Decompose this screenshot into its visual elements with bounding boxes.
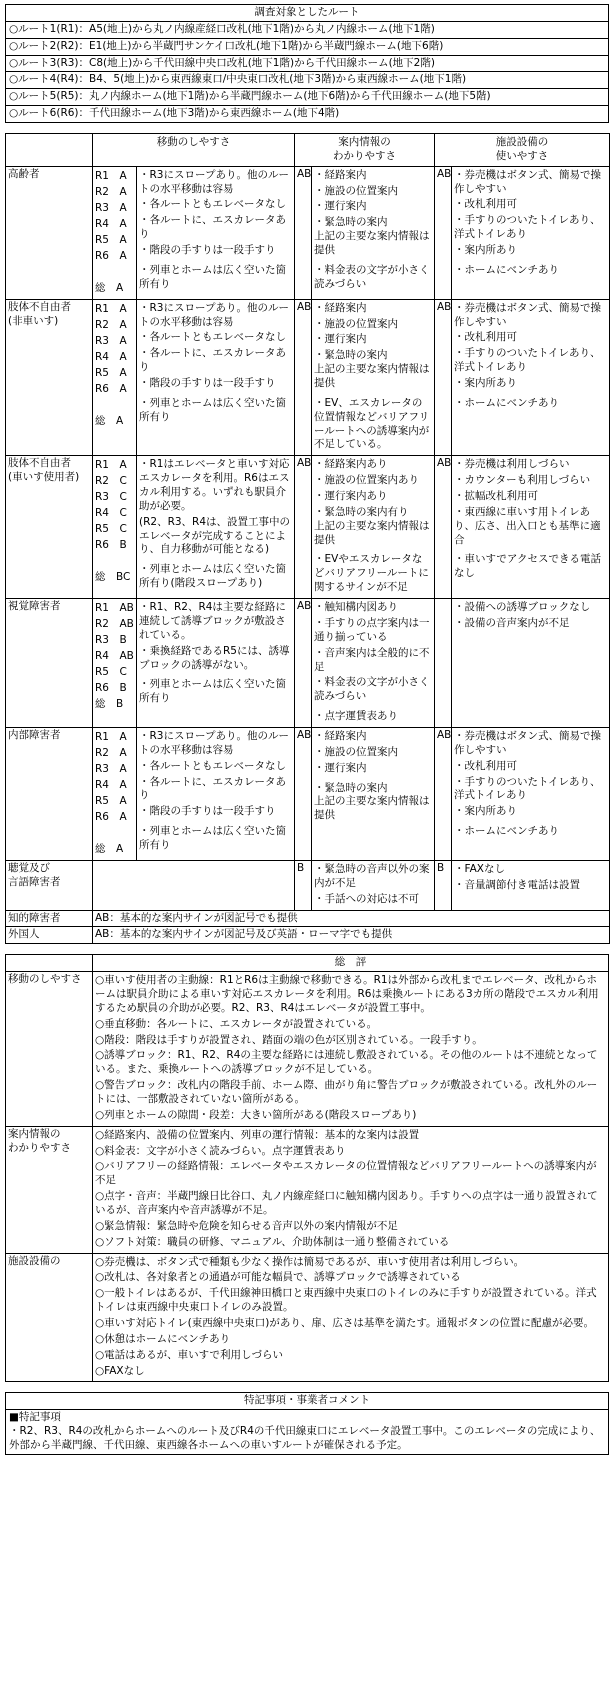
evaluation-item: ・EVやエスカレータなどバリアフリールートに関するサインが不足 xyxy=(314,553,429,594)
evaluation-item: ・改札利用可 xyxy=(454,331,517,344)
evaluation-item: ・設備の音声案内が不足 xyxy=(454,616,570,629)
evaluation-item: ・各ルートに、エスカレータあり xyxy=(139,214,286,241)
hearing-facility-grade: B xyxy=(435,860,452,910)
summary-category: 案内情報の わかりやすさ xyxy=(6,1126,93,1253)
evaluation-item: ・改札利用可 xyxy=(454,759,517,772)
evaluation-item: ・運行案内 xyxy=(314,200,367,213)
evaluation-item: ・R3にスロープあり。他のルートの水平移動は容易 xyxy=(139,301,289,328)
summary-category: 施設設備の xyxy=(6,1253,93,1382)
evaluation-item: ・列車とホームは広く空いた箇所有り xyxy=(139,678,286,705)
evaluation-row xyxy=(6,299,610,456)
evaluation-item: ・ホームにベンチあり xyxy=(454,396,559,409)
evaluation-row xyxy=(6,166,610,299)
evaluation-table xyxy=(5,133,610,944)
route-grade: R5 A xyxy=(95,794,127,807)
route-item: ○ルート5(R5)：丸ノ内線ホーム(地下1階)から半蔵門線ホーム(地下6階)から千代田線ホーム(地下5階) xyxy=(6,89,609,106)
route-grade xyxy=(95,827,134,841)
evaluation-item: ・EV、エスカレータの位置情報などバリアフリールートへの誘導案内が不足している。 xyxy=(314,396,430,451)
grade-list xyxy=(93,166,137,299)
route-grade: R3 A xyxy=(95,334,127,347)
summary-line: ○券売機は、ボタン式で種類も少なく操作は簡易であるが、車いす使用者は利用しづらい。 xyxy=(95,1255,525,1268)
evaluation-item: ・手すりのついたトイレあり、洋式トイレあり xyxy=(454,775,601,802)
route-grade: R2 A xyxy=(95,318,127,331)
evaluation-item: ・手すりのついたトイレあり、洋式トイレあり xyxy=(454,347,601,374)
summary-blank xyxy=(6,955,93,972)
route-grade: R1 A xyxy=(95,302,127,315)
summary-line: ○経路案内、設備の位置案内、列車の運行情報：基本的な案内は設置 xyxy=(95,1128,420,1141)
evaluation-item: ・拡幅改札利用可 xyxy=(454,490,538,503)
facility-grade: AB xyxy=(435,299,452,456)
summary-line: ○電話はあるが、車いすで利用しづらい xyxy=(95,1348,283,1361)
summary-line: ○階段：階段は手すりが設置され、踏面の端の色が区別されている。一段手すり。 xyxy=(95,1033,483,1046)
info-grade: AB xyxy=(295,599,312,728)
evaluation-item: ・列車とホームは広く空いた箇所有り xyxy=(139,396,286,423)
summary-row xyxy=(6,1253,609,1382)
hearing-info-grade: B xyxy=(295,860,312,910)
summary-line: ○車いす使用者の主動線：R1とR6は主動線で移動できる。R1は外部から改札までエレベータ、改札からホームは駅員介助による車いす対応エスカレータを利用。R6は乗換ルートにある3カ所の階段でエスカル利用するため駅員の介助が必要。R2、R3、R4はエレベータが設置工事中。 xyxy=(95,974,599,1014)
evaluation-item: ・経路案内あり xyxy=(314,458,388,471)
route-grade: 総 B xyxy=(95,698,124,711)
special-table xyxy=(5,1392,609,1454)
route-grade: R3 A xyxy=(95,762,127,775)
route-grade: R6 A xyxy=(95,249,127,262)
summary-line: ○警告ブロック：改札内の階段手前、ホーム際、曲がり角に警告ブロックが敷設されている。改札外のルートには、一部敷設されていない箇所がある。 xyxy=(95,1079,598,1105)
evaluation-item: ・経路案内 xyxy=(314,729,367,742)
category-label: 高齢者 xyxy=(6,166,93,299)
summary-category: 移動のしやすさ xyxy=(6,972,93,1127)
mobility-notes xyxy=(137,166,295,299)
facility-notes xyxy=(452,456,610,599)
summary-line: ○列車とホームの隙間・段差：大きい箇所がある(階段スロープあり) xyxy=(95,1108,417,1121)
evaluation-item: ・各ルートともエレベータなし xyxy=(139,759,286,772)
evaluation-item: ・列車とホームは広く空いた箇所有り xyxy=(139,825,286,851)
evaluation-item: ・各ルートともエレベータなし xyxy=(139,198,286,211)
routes-table xyxy=(5,4,609,123)
summary-line: ○垂直移動：各ルートに、エスカレータが設置されている。 xyxy=(95,1017,378,1030)
route-grade: R4 AB xyxy=(95,650,134,663)
route-grade xyxy=(95,266,134,280)
summary-line: ○料金表：文字が小さく読みづらい。点字運賃表あり xyxy=(95,1144,346,1157)
header-facility: 施設設備の 使いやすさ xyxy=(435,134,610,167)
route-grade: R3 C xyxy=(95,491,127,504)
grade-list xyxy=(93,599,137,728)
evaluation-item: ・緊急時の案内 上記の主要な案内情報は提供 xyxy=(314,781,430,822)
evaluation-item: ・R3にスロープあり。他のルートの水平移動は容易 xyxy=(139,729,289,756)
category-hearing: 聴覚及び 言語障害者 xyxy=(6,860,93,910)
evaluation-item: ・各ルートに、エスカレータあり xyxy=(139,775,286,802)
mobility-notes xyxy=(137,456,295,599)
header-info: 案内情報の わかりやすさ xyxy=(295,134,435,167)
facility-notes xyxy=(452,299,610,456)
evaluation-item: ・階段の手すりは一段手すり xyxy=(139,805,276,818)
evaluation-item: ・階段の手すりは一段手すり xyxy=(139,377,276,390)
route-grade: R1 A xyxy=(95,459,127,472)
grade-list xyxy=(93,727,137,860)
grade-list xyxy=(93,456,137,599)
route-grade: R2 A xyxy=(95,185,127,198)
category-label: 内部障害者 xyxy=(6,727,93,860)
summary-line: ○点字・音声：半蔵門線日比谷口、丸ノ内線産経口に触知構内図あり。手すりへの点字は一通り設置されているが、音声案内や音声誘導が不足。 xyxy=(95,1190,598,1216)
evaluation-item: ・点字運賃表あり xyxy=(314,710,398,723)
info-grade: AB xyxy=(295,166,312,299)
info-notes xyxy=(312,727,435,860)
evaluation-row xyxy=(6,727,610,860)
evaluation-item: ・案内所あり xyxy=(454,805,517,818)
summary-line: ○改札は、各対象者との通過が可能な幅員で、誘導ブロックで誘導されている xyxy=(95,1271,461,1284)
routes-title: 調査対象としたルート xyxy=(6,5,609,22)
summary-lines xyxy=(93,972,609,1127)
route-item: ○ルート3(R3)：C8(地上)から千代田線中央口改札(地下1階)から千代田線ホーム(地下2階) xyxy=(6,55,609,72)
evaluation-item: ・各ルートに、エスカレータあり xyxy=(139,347,286,374)
evaluation-item: ・運行案内 xyxy=(314,761,367,774)
summary-title: 総 評 xyxy=(93,955,609,972)
evaluation-item: ・触知構内図あり xyxy=(314,601,398,614)
evaluation-item: ・運行案内 xyxy=(314,333,367,346)
special-heading: ■特記事項 xyxy=(9,1411,61,1424)
info-notes xyxy=(312,456,435,599)
evaluation-item: ・設備への誘導ブロックなし xyxy=(454,601,591,614)
evaluation-item: ・音声案内は全般的に不足 xyxy=(314,646,430,673)
info-notes xyxy=(312,166,435,299)
foreigner-text: AB：基本的な案内サインが図記号及び英語・ローマ字でも提供 xyxy=(93,927,610,944)
route-grade: R4 A xyxy=(95,217,127,230)
route-grade: R6 B xyxy=(95,539,127,552)
route-grade: R6 A xyxy=(95,382,127,395)
evaluation-item: ・緊急時の案内 上記の主要な案内情報は提供 xyxy=(314,349,430,390)
route-item: ○ルート2(R2)：E1(地上)から半蔵門サンケイ口改札(地下1階)から半蔵門線ホーム(地下6階) xyxy=(6,38,609,55)
route-grade: R6 A xyxy=(95,810,127,823)
evaluation-item: ・手すりのついたトイレあり、洋式トイレあり xyxy=(454,214,601,241)
route-grade: 総 BC xyxy=(95,571,131,584)
evaluation-item: ・券売機はボタン式、簡易で操作しやすい xyxy=(454,168,601,195)
hearing-facility xyxy=(452,860,610,910)
evaluation-item: ・緊急時の案内 上記の主要な案内情報は提供 xyxy=(314,216,430,257)
evaluation-item: ・経路案内 xyxy=(314,301,367,314)
summary-line: ○緊急情報：緊急時や危険を知らせる音声以外の案内情報が不足 xyxy=(95,1219,398,1232)
evaluation-item: ・階段の手すりは一段手すり xyxy=(139,244,276,257)
route-grade: R5 A xyxy=(95,233,127,246)
facility-notes xyxy=(452,166,610,299)
header-blank xyxy=(6,134,93,167)
summary-line: ○FAXなし xyxy=(95,1364,145,1377)
evaluation-item: ・ホームにベンチあり xyxy=(454,263,559,276)
evaluation-item: ・券売機は利用しづらい xyxy=(454,458,570,471)
evaluation-item: ・東西線に車いす用トイレあり、広さ、出入口とも基準に適合 xyxy=(454,505,601,546)
facility-grade: AB xyxy=(435,727,452,860)
info-grade: AB xyxy=(295,727,312,860)
route-grade: R6 B xyxy=(95,682,127,695)
summary-line: ○一般トイレはあるが、千代田線神田橋口と東西線中央東口のトイレのみに手すりが設置されている。洋式トイレは東西線中央東口トイレのみ設置。 xyxy=(95,1287,597,1314)
route-grade: R4 A xyxy=(95,350,127,363)
evaluation-item: ・券売機はボタン式、簡易で操作しやすい xyxy=(454,729,601,756)
evaluation-item: ・経路案内 xyxy=(314,168,367,181)
evaluation-item: ・乗換経路であるR5には、誘導ブロックの誘導がない。 xyxy=(139,644,290,671)
route-item: ○ルート1(R1)：A5(地上)から丸ノ内線産経口改札(地下1階)から丸ノ内線ホーム(地下1階) xyxy=(6,21,609,38)
category-label: 肢体不自由者 (非車いす) xyxy=(6,299,93,456)
facility-grade xyxy=(435,599,452,728)
summary-line: ○バリアフリーの経路情報：エレベータやエスカレータの位置情報などバリアフリールートへの誘導案内が不足 xyxy=(95,1160,597,1187)
info-notes xyxy=(312,599,435,728)
route-grade: R3 A xyxy=(95,201,127,214)
evaluation-item: ・料金表の文字が小さく読みづらい xyxy=(314,263,430,290)
evaluation-item: ・料金表の文字が小さく読みづらい xyxy=(314,676,430,703)
summary-line: ○車いす対応トイレ(東西線中央東口)があり、扉、広さは基準を満たす。通報ボタンの位置に配慮が必要。 xyxy=(95,1317,594,1329)
route-grade: R5 C xyxy=(95,523,127,536)
hearing-mobility-empty xyxy=(93,860,295,910)
summary-lines xyxy=(93,1126,609,1253)
evaluation-item: ・緊急時の案内有り 上記の主要な案内情報は提供 xyxy=(314,505,430,546)
route-grade: 総 A xyxy=(95,281,124,294)
route-grade: R2 AB xyxy=(95,618,134,631)
header-mobility: 移動のしやすさ xyxy=(93,134,295,167)
route-grade: 総 A xyxy=(95,414,124,427)
facility-notes xyxy=(452,599,610,728)
category-intellectual: 知的障害者 xyxy=(6,910,93,927)
special-text: ・R2、R3、R4の改札からホームへのルート及びR4の千代田線東口にエレベータ設置工事中。このエレベータの完成により、外部から半蔵門線、千代田線、東西線各ホームへの車いすルートが確保される予定。 xyxy=(9,1425,601,1452)
mobility-notes xyxy=(137,727,295,860)
evaluation-item: ・手すりの点字案内は一通り揃っている xyxy=(314,616,430,643)
mobility-notes xyxy=(137,599,295,728)
hearing-info xyxy=(312,860,435,910)
summary-row xyxy=(6,1126,609,1253)
route-grade: R5 C xyxy=(95,666,127,679)
evaluation-item: ・R1はエレベータと車いす対応エスカレータを利用。R6はエスカル利用する。いずれも駅員介助が必要。 xyxy=(139,458,290,512)
summary-line: ○誘導ブロック：R1、R2、R4の主要な経路には連続し敷設されている。その他のルートは不連続となっている。また、乗換ルートへの誘導ブロックが不足している。 xyxy=(95,1049,598,1076)
evaluation-item: ・音量調節付き電話は設置 xyxy=(454,878,580,891)
special-title: 特記事項・事業者コメント xyxy=(6,1393,609,1410)
info-grade: AB xyxy=(295,299,312,456)
evaluation-item: ・R1、R2、R4は主要な経路に連続して誘導ブロックが敷設されている。 xyxy=(139,601,286,641)
route-grade: R4 C xyxy=(95,507,127,520)
facility-notes xyxy=(452,727,610,860)
evaluation-row xyxy=(6,599,610,728)
evaluation-item: ・FAXなし xyxy=(454,862,505,875)
evaluation-item: ・施設の位置案内 xyxy=(314,184,398,197)
evaluation-item: ・緊急時の音声以外の案内が不足 xyxy=(314,862,430,889)
evaluation-item: ・券売機はボタン式、簡易で操作しやすい xyxy=(454,301,601,328)
route-item: ○ルート6(R6)：千代田線ホーム(地下3階)から東西線ホーム(地下4階) xyxy=(6,106,609,123)
facility-grade: AB xyxy=(435,456,452,599)
summary-line: ○休憩はホームにベンチあり xyxy=(95,1332,231,1345)
evaluation-item: ・カウンターも利用しづらい xyxy=(454,474,591,487)
info-notes xyxy=(312,299,435,456)
route-grade: R5 A xyxy=(95,366,127,379)
evaluation-item: ・列車とホームは広く空いた箇所有り(階段スロープあり) xyxy=(139,563,286,590)
facility-grade: AB xyxy=(435,166,452,299)
summary-table xyxy=(5,954,609,1382)
route-grade: 総 A xyxy=(95,842,124,855)
grade-list xyxy=(93,299,137,456)
evaluation-item: ・列車とホームは広く空いた箇所有り xyxy=(139,263,286,290)
category-label: 視覚障害者 xyxy=(6,599,93,728)
summary-row xyxy=(6,972,609,1127)
intellectual-text: AB：基本的な案内サインが図記号でも提供 xyxy=(93,910,610,927)
evaluation-item: ・施設の位置案内 xyxy=(314,745,398,758)
route-grade: R1 A xyxy=(95,169,127,182)
evaluation-item: ・各ルートともエレベータなし xyxy=(139,331,286,344)
evaluation-item: ・運行案内あり xyxy=(314,490,388,503)
info-grade: AB xyxy=(295,456,312,599)
evaluation-item: (R2、R3、R4は、設置工事中のエレベータが完成することにより、自力移動が可能となる) xyxy=(139,515,291,556)
route-grade: R4 A xyxy=(95,778,127,791)
category-foreigner: 外国人 xyxy=(6,927,93,944)
evaluation-item: ・手話への対応は不可 xyxy=(314,892,419,905)
route-grade xyxy=(95,399,134,413)
summary-lines xyxy=(93,1253,609,1382)
route-item: ○ルート4(R4)：B4、5(地上)から東西線東口/中央東口改札(地下3階)から東西線ホーム(地下1階) xyxy=(6,72,609,89)
evaluation-item: ・車いすでアクセスできる電話なし xyxy=(454,553,601,580)
evaluation-item: ・R3にスロープあり。他のルートの水平移動は容易 xyxy=(139,168,289,195)
route-grade: R1 AB xyxy=(95,602,134,615)
evaluation-item: ・案内所あり xyxy=(454,244,517,257)
evaluation-item: ・施設の位置案内 xyxy=(314,317,398,330)
summary-line: ○ソフト対策：職員の研修、マニュアル、介助体制は一通り整備されている xyxy=(95,1235,450,1248)
route-grade: R2 C xyxy=(95,475,127,488)
route-grade: R1 A xyxy=(95,730,127,743)
evaluation-item: ・改札利用可 xyxy=(454,198,517,211)
evaluation-item: ・案内所あり xyxy=(454,377,517,390)
evaluation-item: ・施設の位置案内あり xyxy=(314,474,419,487)
route-grade: R3 B xyxy=(95,634,127,647)
route-grade: R2 A xyxy=(95,746,127,759)
mobility-notes xyxy=(137,299,295,456)
route-grade xyxy=(95,555,134,569)
category-label: 肢体不自由者 (車いす使用者) xyxy=(6,456,93,599)
evaluation-item: ・ホームにベンチあり xyxy=(454,825,559,838)
evaluation-row xyxy=(6,456,610,599)
